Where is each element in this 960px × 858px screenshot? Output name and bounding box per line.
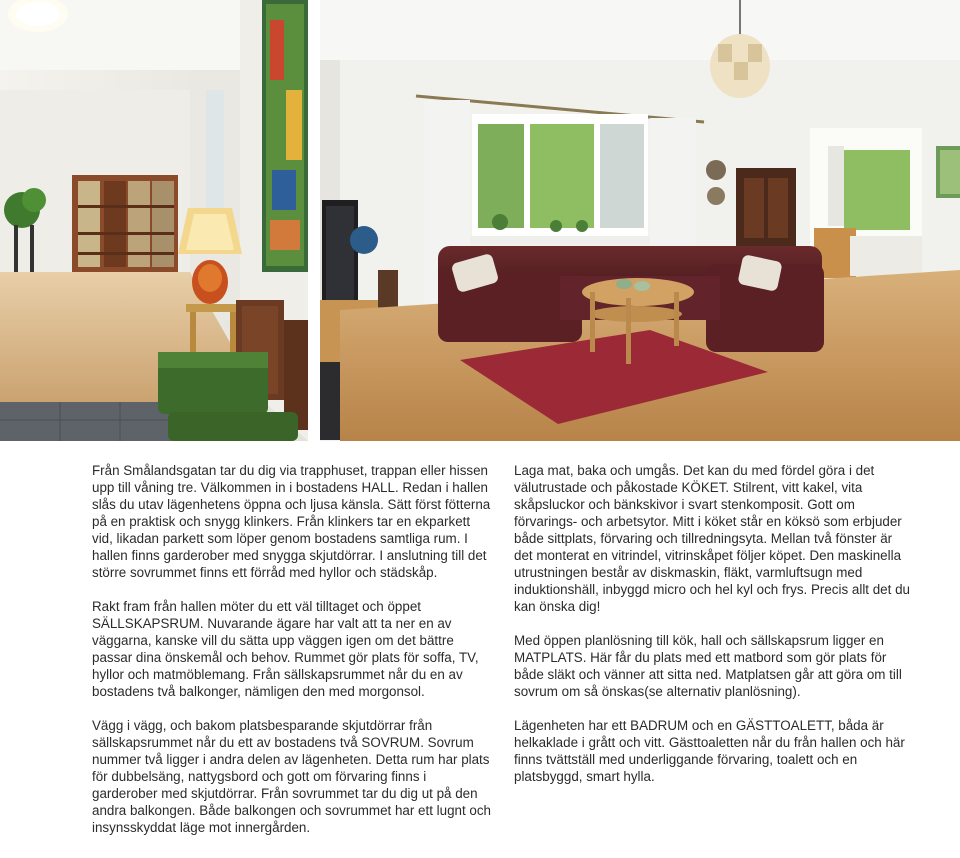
paragraph-sallskapsrum: Rakt fram från hallen möter du ett väl tilltaget och öppet SÄLLSKAPSRUM. Nuvarande ägare har valt att ta ner en av väggarna, kanske vill du sätta upp väggen igen om det bättre passar dina önskemål och behov. Rummet gör plats för soffa, TV, hyllor och matmöblemang. Från sällskapsrummet når du en av bostadens två balkonger, nämligen den med morgonsol. bbox=[92, 599, 479, 699]
text-column-right bbox=[514, 462, 914, 785]
paragraph-koket: Laga mat, baka och umgås. Det kan du med fördel göra i det välutrustade och påkostade KÖKET. Stilrent, vitt kakel, vita skåpsluckor och bänkskivor i svart stenkomposit. Gott om förvarings- och arbetsytor. Mitt i köket står en köksö som erbjuder både sittplats, förvaring och tillredningsyta. Mellan två fönster är det monterat en vitrindel, vitrinskåpet följer köpet. Den maskinella utrustningen består av diskmaskin, fläkt, varmluftsugn med induktionshäll, inbyggd micro och hel kyl och frys. Precis allt det du kan önska dig! bbox=[514, 463, 910, 614]
hallway-photo bbox=[0, 0, 308, 441]
paragraph-matplats: Med öppen planlösning till kök, hall och sällskapsrum ligger en MATPLATS. Här får du plats med ett matbord som gör plats för både släkt och vänner att sitta ned. Matplatsen går att göra om till sovrum om så önskas(se alternativ planlösning). bbox=[514, 633, 902, 699]
paragraph-hall: Från Smålandsgatan tar du dig via trapphuset, trappan eller hissen upp till våning tre. Välkommen in i bostadens HALL. Redan i hallen slås du utav lägenhetens öppna och ljusa känsla. Sätt först fötterna på en praktisk och snygg klinkers. Från klinkers tar en ekparkett vid, likadan parkett som löper genom bostadens samtliga rum. I hallen finns garderober med snygga skjutdörrar. I anslutning till det större sovrummet finns ett förråd med hyllor och städskåp. bbox=[92, 463, 491, 580]
living-room-photo bbox=[320, 0, 960, 441]
living-room-illustration bbox=[320, 0, 960, 441]
text-column-left bbox=[92, 462, 492, 836]
paragraph-sovrum: Vägg i vägg, och bakom platsbesparande skjutdörrar från sällskapsrummet når du ett av bostadens två SOVRUM. Sovrum nummer två ligger i andra delen av lägenheten. Detta rum har plats för dubbelsäng, nattygsbord och gott om förvaring finns i garderober med skjutdörrar. Från sovrummet tar du dig ut på den andra balkongen. Både balkongen och sovrummet har ett lugnt och insynsskyddat läge mot innergården. bbox=[92, 718, 492, 835]
paragraph-badrum: Lägenheten har ett BADRUM och en GÄSTTOALETT, båda är helkaklade i grått och vitt. Gästtoaletten når du från hallen och här finns tvättställ med underliggande förvaring, toalett och en platsbyggd, smart hylla. bbox=[514, 718, 905, 784]
hallway-illustration bbox=[0, 0, 308, 441]
